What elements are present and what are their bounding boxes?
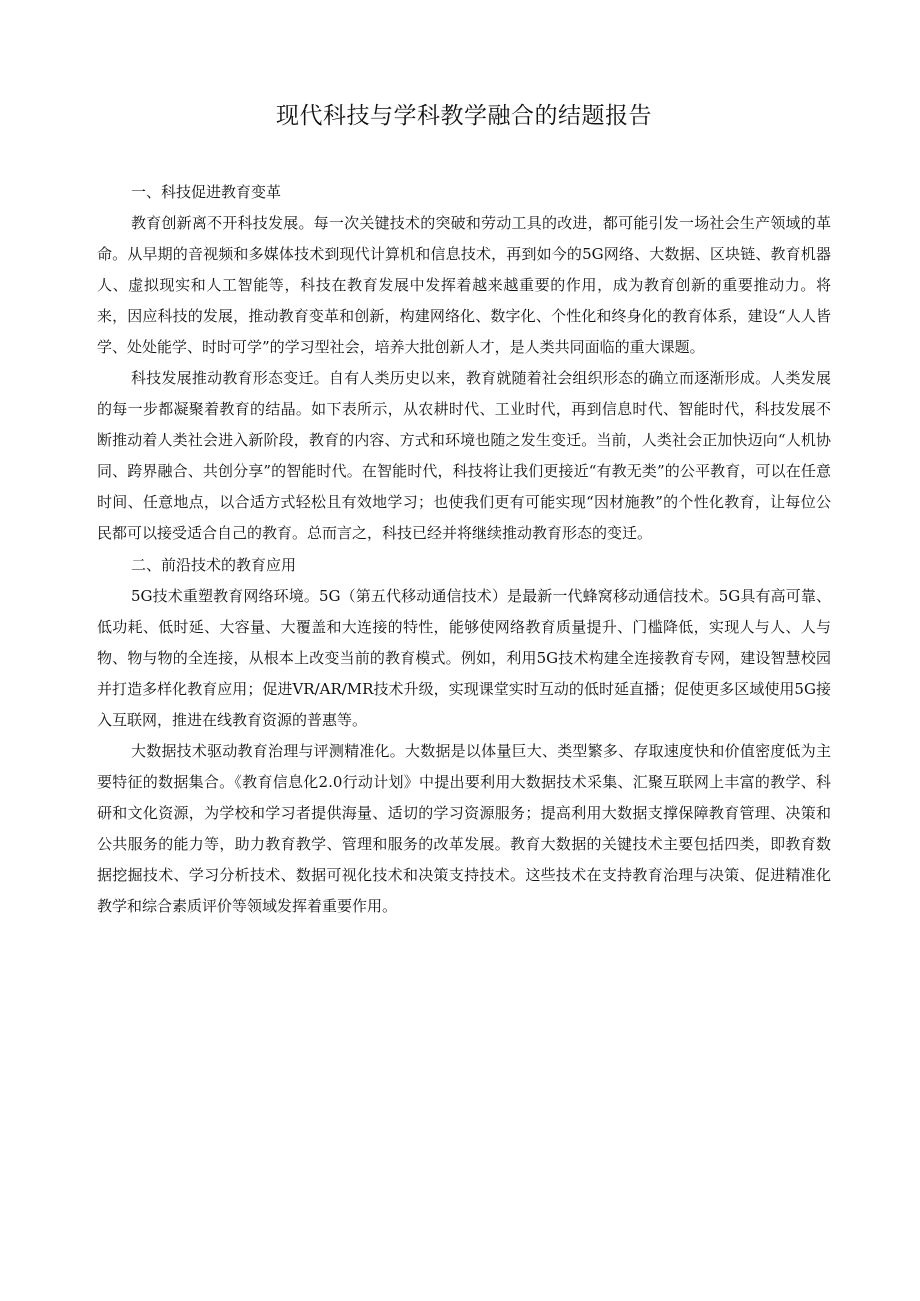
document-page: [97, 0, 831, 922]
paragraph: 教育创新离不开科技发展。每一次关键技术的突破和劳动工具的改进，都可能引发一场社会生产领域的革命。从早期的音视频和多媒体技术到现代计算机和信息技术，再到如今的5G网络、大数据、区块链、教育机器人、虚拟现实和人工智能等，科技在教育发展中发挥着越来越重要的作用，成为教育创新的重要推动力。将来，因应科技的发展，推动教育变革和创新，构建网络化、数字化、个性化和终身化的教育体系，建设“人人皆学、处处能学、时时可学”的学习型社会，培养大批创新人才，是人类共同面临的重大课题。: [97, 214, 831, 356]
section-heading-2: 二、前沿技术的教育应用: [131, 556, 297, 574]
paragraph: 科技发展推动教育形态变迁。自有人类历史以来，教育就随着社会组织形态的确立而逐渐形成。人类发展的每一步都凝聚着教育的结晶。如下表所示，从农耕时代、工业时代，再到信息时代、智能时代，科技发展不断推动着人类社会进入新阶段，教育的内容、方式和环境也随之发生变迁。当前，人类社会正加快迈向“人机协同、跨界融合、共创分享”的智能时代。在智能时代，科技将让我们更接近“有教无类”的公平教育，可以在任意时间、任意地点，以合适方式轻松且有效地学习；也使我们更有可能实现“因材施教”的个性化教育，让每位公民都可以接受适合自己的教育。总而言之，科技已经并将继续推动教育形态的变迁。: [97, 369, 831, 542]
document-title: 现代科技与学科教学融合的结题报告: [276, 103, 652, 129]
section-heading-1: 一、科技促进教育变革: [131, 183, 282, 201]
paragraph: 5G技术重塑教育网络环境。5G（第五代移动通信技术）是最新一代蜂窝移动通信技术。5G具有高可靠、低功耗、低时延、大容量、大覆盖和大连接的特性，能够使网络教育质量提升、门槛降低，实现人与人、人与物、物与物的全连接，从根本上改变当前的教育模式。例如，利用5G技术构建全连接教育专网，建设智慧校园并打造多样化教育应用；促进VR/AR/MR技术升级，实现课堂实时互动的低时延直播；促使更多区域使用5G接入互联网，推进在线教育资源的普惠等。: [97, 587, 831, 729]
paragraph: 大数据技术驱动教育治理与评测精准化。大数据是以体量巨大、类型繁多、存取速度快和价值密度低为主要特征的数据集合。《教育信息化2.0行动计划》中提出要利用大数据技术采集、汇聚互联网上丰富的教学、科研和文化资源，为学校和学习者提供海量、适切的学习资源服务；提高利用大数据支撑保障教育管理、决策和公共服务的能力等，助力教育教学、管理和服务的改革发展。教育大数据的关键技术主要包括四类，即教育数据挖掘技术、学习分析技术、数据可视化技术和决策支持技术。这些技术在支持教育治理与决策、促进精准化教学和综合素质评价等领域发挥着重要作用。: [97, 742, 831, 915]
